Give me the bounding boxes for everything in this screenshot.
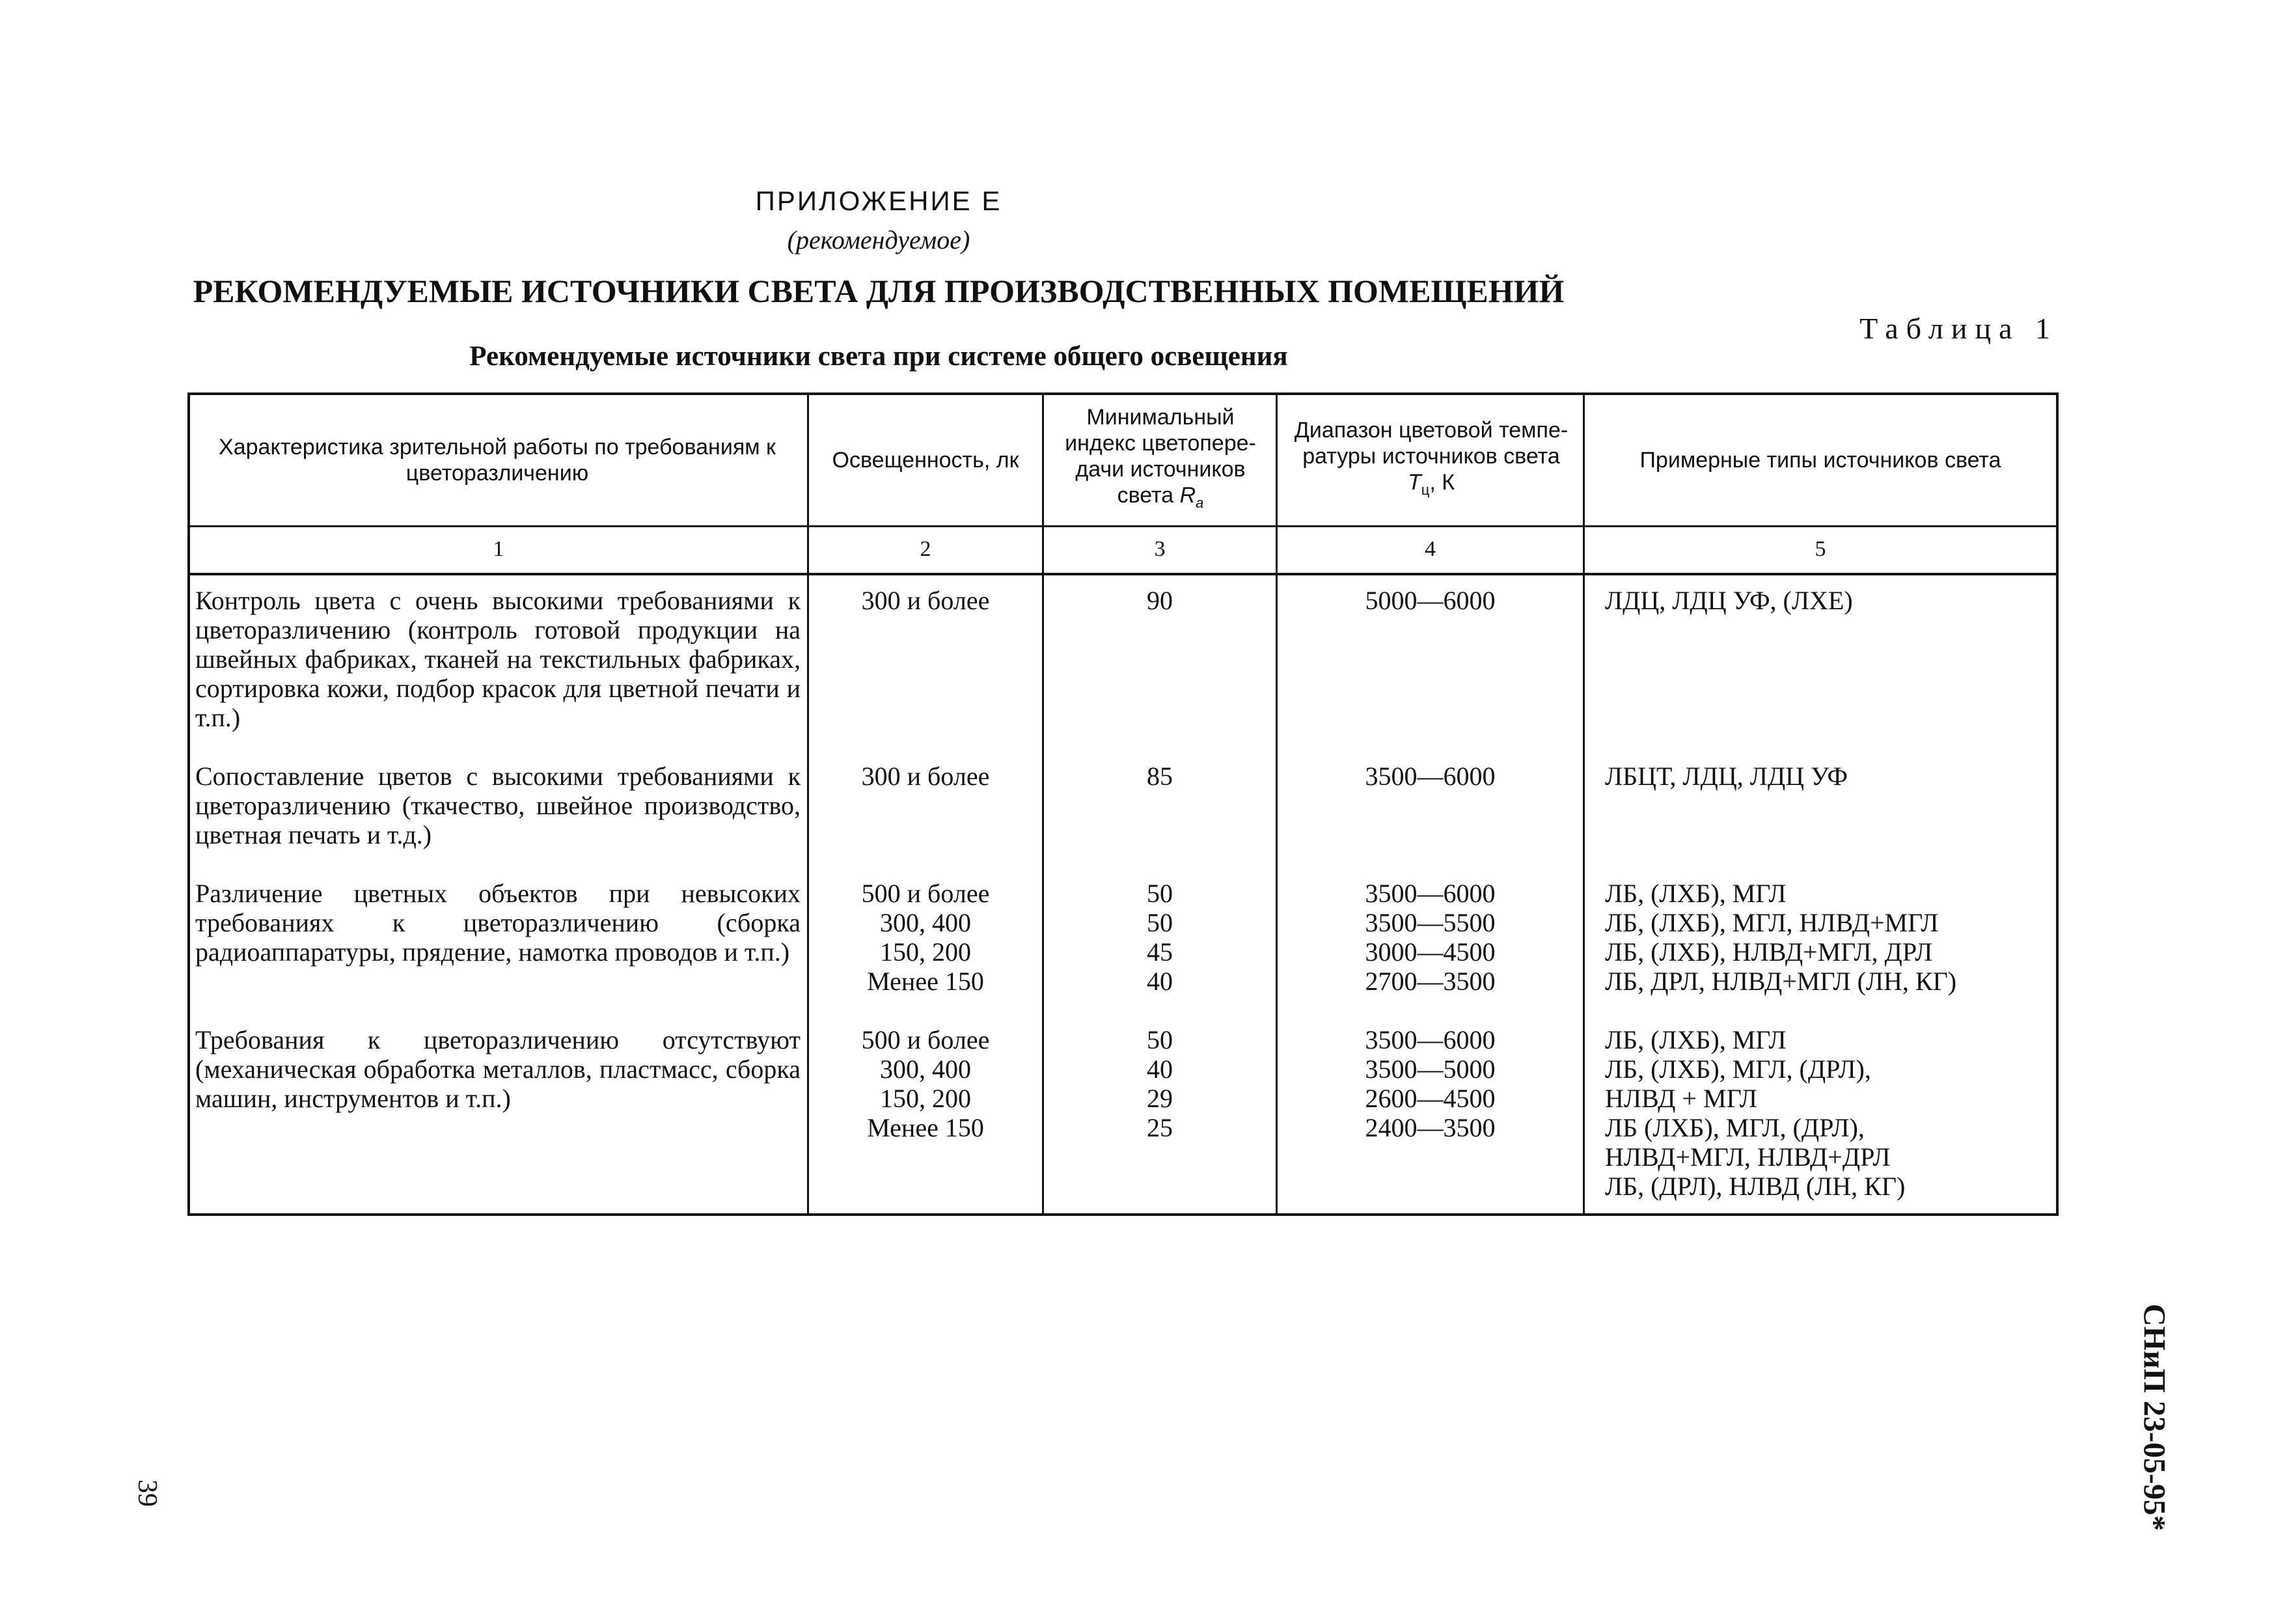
row-3-cri: 50 50 45 40 bbox=[1147, 879, 1173, 996]
row-3-description: Различение цветных объектов при невысоких требованиях к цветоразличению (сборка радиоаппаратуры, прядение, намотка проводов и т.п.) bbox=[195, 879, 801, 967]
row-1-illuminance: 300 и более bbox=[861, 586, 990, 615]
column-number-3: 3 bbox=[1154, 537, 1166, 561]
document-code: СНиП 23-05-95* bbox=[2137, 1304, 2172, 1531]
appendix-heading: ПРИЛОЖЕНИЕ Е bbox=[755, 186, 1002, 216]
row-4-cri: 50 40 29 25 bbox=[1147, 1025, 1173, 1142]
row-2-cri: 85 bbox=[1147, 762, 1173, 791]
row-1-sources: ЛДЦ, ЛДЦ УФ, (ЛХЕ) bbox=[1605, 586, 1853, 615]
document-title: РЕКОМЕНДУЕМЫЕ ИСТОЧНИКИ СВЕТА ДЛЯ ПРОИЗВОДСТВЕННЫХ ПОМЕЩЕНИЙ bbox=[193, 273, 1565, 309]
row-3-sources: ЛБ, (ЛХБ), МГЛ ЛБ, (ЛХБ), МГЛ, НЛВД+МГЛ ЛБ, (ЛХБ), НЛВД+МГЛ, ДРЛ ЛБ, ДРЛ, НЛВД+МГЛ (ЛН, КГ) bbox=[1605, 879, 1957, 996]
row-2-description: Сопоставление цветов с высокими требованиями к цветоразличению (ткачество, швейное производство, цветная печать и т.д.) bbox=[195, 762, 801, 849]
row-1-description: Контроль цвета с очень высокими требованиями к цветоразличению (контроль готовой продукции на швейных фабриках, тканей на текстильных фабриках, сортировка кожи, подбор красок для цветной печати и т.п.) bbox=[195, 586, 801, 732]
page-number: 39 bbox=[132, 1479, 162, 1507]
header-illuminance: Освещенность, лк bbox=[832, 448, 1019, 473]
row-4-description: Требования к цветоразличению отсутствуют (механическая обработка металлов, пластмасс, сборка машин, инструментов и т.п.) bbox=[195, 1025, 801, 1113]
column-number-1: 1 bbox=[493, 537, 504, 561]
row-3-temperature: 3500—6000 3500—5500 3000—4500 2700—3500 bbox=[1365, 879, 1496, 996]
row-2-sources: ЛБЦТ, ЛДЦ, ЛДЦ УФ bbox=[1605, 762, 1848, 791]
row-2-illuminance: 300 и более bbox=[861, 762, 990, 791]
row-1-temperature: 5000—6000 bbox=[1365, 586, 1496, 615]
row-4-temperature: 3500—6000 3500—5000 2600—4500 2400—3500 bbox=[1365, 1025, 1496, 1142]
recommended-note: (рекомендуемое) bbox=[787, 225, 970, 255]
header-cri: Минимальный индекс цветопере- дачи источников света $R_a$ bbox=[1065, 405, 1256, 511]
table-title: Рекомендуемые источники света при системе общего освещения bbox=[469, 341, 1288, 372]
row-4-sources: ЛБ, (ЛХБ), МГЛ ЛБ, (ЛХБ), МГЛ, (ДРЛ), НЛВД + МГЛ ЛБ (ЛХБ), МГЛ, (ДРЛ), НЛВД+МГЛ, НЛВД+ДРЛ ЛБ, (ДРЛ), НЛВД (ЛН, КГ) bbox=[1605, 1025, 1906, 1201]
table-label: Таблица 1 bbox=[1859, 312, 2058, 345]
header-color-temperature: Диапазон цветовой темпе- ратуры источников света $T_ц$, К bbox=[1294, 418, 1569, 498]
row-4-illuminance: 500 и более 300, 400 150, 200 Менее 150 bbox=[861, 1025, 990, 1142]
light-sources-table bbox=[187, 392, 2059, 1216]
header-source-types: Примерные типы источников света bbox=[1639, 448, 2001, 473]
header-visual-work: Характеристика зрительной работы по требованиям к цветоразличению bbox=[219, 435, 776, 486]
column-number-5: 5 bbox=[1815, 537, 1826, 561]
row-2-temperature: 3500—6000 bbox=[1365, 762, 1496, 791]
row-1-cri: 90 bbox=[1147, 586, 1173, 615]
row-3-illuminance: 500 и более 300, 400 150, 200 Менее 150 bbox=[861, 879, 990, 996]
column-number-4: 4 bbox=[1425, 537, 1436, 561]
column-number-2: 2 bbox=[920, 537, 931, 561]
